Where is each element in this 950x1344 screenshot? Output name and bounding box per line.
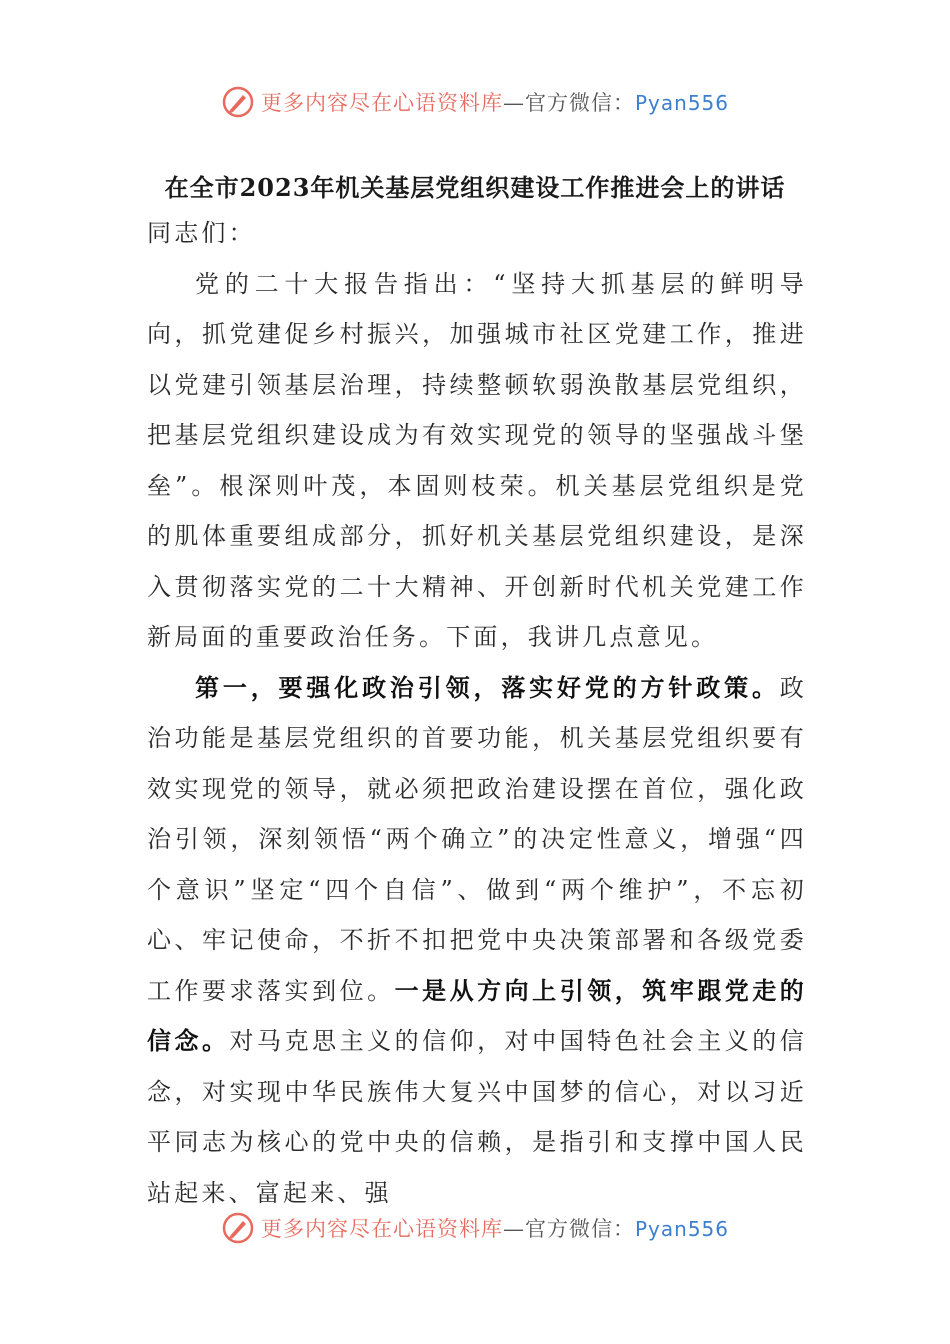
watermark-red-text: 更多内容尽在心语资料库	[260, 1217, 503, 1241]
sub-point-text: 对马克思主义的信仰，对中国特色社会主义的信念，对实现中华民族伟大复兴中国梦的信心，对以习近平同志为核心的党中央的信赖，是指引和支撑中国人民站起来、富起来、强	[147, 1027, 807, 1207]
pen-circle-icon	[221, 1211, 255, 1245]
sub-point-heading: 一是从方向上引领，筑牢跟党走的信念。	[147, 975, 807, 1055]
document-title: 在全市2023年机关基层党组织建设工作推进会上的讲话	[164, 173, 786, 202]
watermark-wechat-id: Pyan556	[634, 91, 729, 115]
paragraph-first-point	[147, 663, 807, 1219]
paragraph-intro: 党的二十大报告指出：“坚持大抓基层的鲜明导向，抓党建促乡村振兴，加强城市社区党建工作，推进以党建引领基层治理，持续整顿软弱涣散基层党组织，把基层党组织建设成为有效实现党的领导的坚强战斗堡垒”。根深则叶茂，本固则枝荣。机关基层党组织是党的肌体重要组成部分，抓好机关基层党组织建设，是深入贯彻落实党的二十大精神、开创新时代机关党建工作新局面的重要政治任务。下面，我讲几点意见。	[147, 269, 807, 651]
watermark-gray-text: —官方微信：	[502, 91, 635, 115]
first-point-text: 政治功能是基层党组织的首要功能，机关基层党组织要有效实现党的领导，就必须把政治建设摆在首位，强化政治引领，深刻领悟“两个确立”的决定性意义，增强“四个意识”坚定“四个自信”、做到“两个维护”，不忘初心、牢记使命，不折不扣把党中央决策部署和各级党委工作要求落实到位。	[147, 673, 807, 1005]
footer-watermark	[0, 1208, 950, 1248]
header-watermark	[0, 82, 950, 122]
document-body	[147, 208, 807, 1218]
first-point-heading: 第一，要强化政治引领，落实好党的方针政策。	[195, 672, 780, 702]
watermark-text	[261, 87, 729, 117]
pen-circle-icon	[221, 85, 255, 119]
watermark-red-text: 更多内容尽在心语资料库	[260, 91, 503, 115]
watermark-gray-text: —官方微信：	[502, 1217, 635, 1241]
salutation: 同志们：	[147, 219, 256, 247]
watermark-text	[261, 1213, 729, 1243]
watermark-wechat-id: Pyan556	[634, 1217, 729, 1241]
